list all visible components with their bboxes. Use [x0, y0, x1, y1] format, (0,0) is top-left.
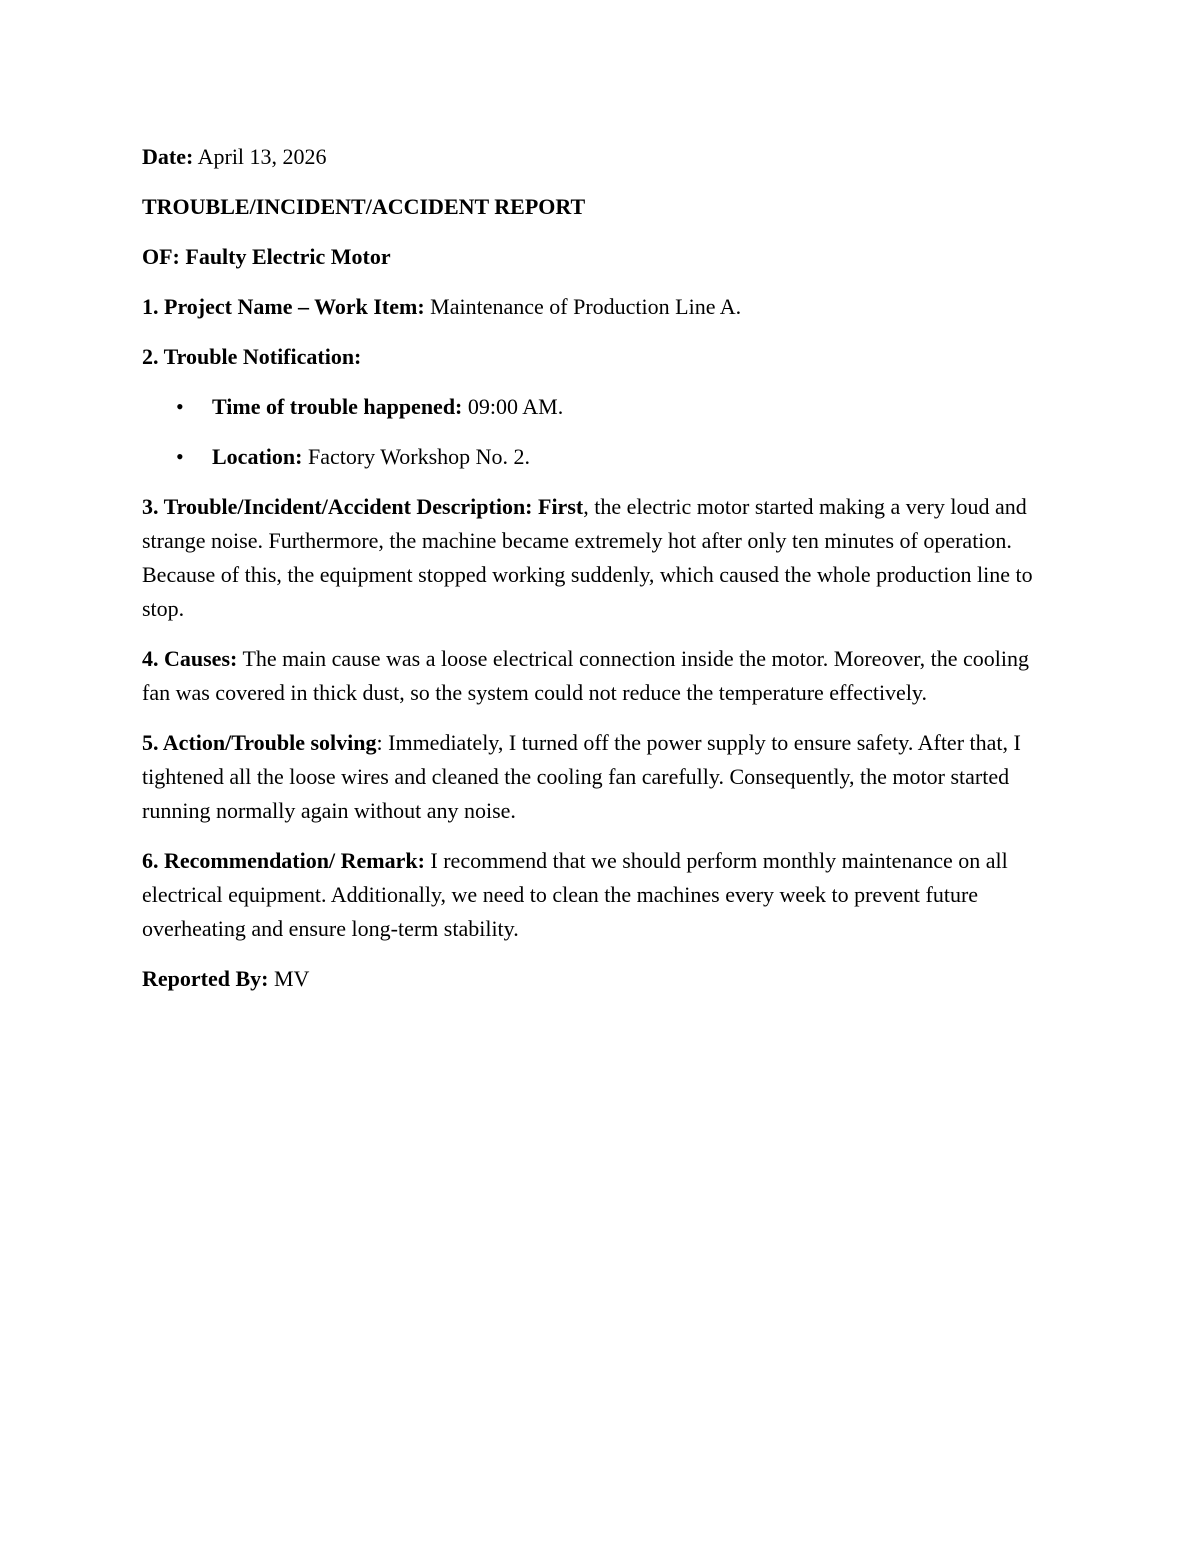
bullet-icon: •: [176, 394, 184, 419]
section-4-label: 4. Causes:: [142, 646, 238, 671]
section-causes: [142, 642, 1058, 710]
reported-by-line: [142, 962, 1058, 996]
report-subject-text: OF: Faulty Electric Motor: [142, 244, 391, 269]
section-3-label: 3. Trouble/Incident/Accident Description:: [142, 494, 533, 519]
section-2-label: 2. Trouble Notification:: [142, 344, 362, 369]
section-project-name: [142, 290, 1058, 324]
section-action: [142, 726, 1058, 828]
section-3-text: , the electric motor started making a very loud and strange noise. Furthermore, the machine became extremely hot after only ten minutes of operation. Because of this, the equipment stopped working suddenly, which caused the whole production line to stop.: [142, 494, 1033, 621]
location-value: Factory Workshop No. 2.: [302, 444, 531, 469]
section-1-label: 1. Project Name – Work Item:: [142, 294, 425, 319]
section-5-label: 5. Action/Trouble solving: [142, 730, 377, 755]
date-line: [142, 140, 1058, 174]
report-title-text: TROUBLE/INCIDENT/ACCIDENT REPORT: [142, 194, 586, 219]
list-item: [142, 390, 1058, 424]
time-label: Time of trouble happened:: [212, 394, 463, 419]
reported-by-value: MV: [268, 966, 310, 991]
report-body: [142, 140, 1058, 1012]
bullet-icon: •: [176, 444, 184, 469]
section-5-text: : Immediately, I turned off the power supply to ensure safety. After that, I tightened all the loose wires and cleaned the cooling fan carefully. Consequently, the motor started running normally again without any noise.: [142, 730, 1021, 823]
section-3-lead: First: [532, 494, 584, 519]
section-6-text: I recommend that we should perform monthly maintenance on all electrical equipment. Additionally, we need to clean the machines every week to prevent future overheating and ensure long-term stability.: [142, 848, 1008, 941]
list-item: [142, 440, 1058, 474]
time-value: 09:00 AM.: [462, 394, 564, 419]
section-6-label: 6. Recommendation/ Remark:: [142, 848, 425, 873]
date-label: Date:: [142, 144, 194, 169]
section-4-text: The main cause was a loose electrical connection inside the motor. Moreover, the cooling fan was covered in thick dust, so the system could not reduce the temperature effectively.: [142, 646, 1030, 705]
section-1-value: Maintenance of Production Line A.: [424, 294, 742, 319]
notification-list: [142, 390, 1058, 474]
date-value: April 13, 2026: [193, 144, 327, 169]
reported-by-label: Reported By:: [142, 966, 269, 991]
section-recommendation: [142, 844, 1058, 946]
location-label: Location:: [212, 444, 303, 469]
section-description: [142, 490, 1058, 626]
report-title: [142, 190, 1058, 224]
section-trouble-notification: [142, 340, 1058, 374]
report-subject: [142, 240, 1058, 274]
